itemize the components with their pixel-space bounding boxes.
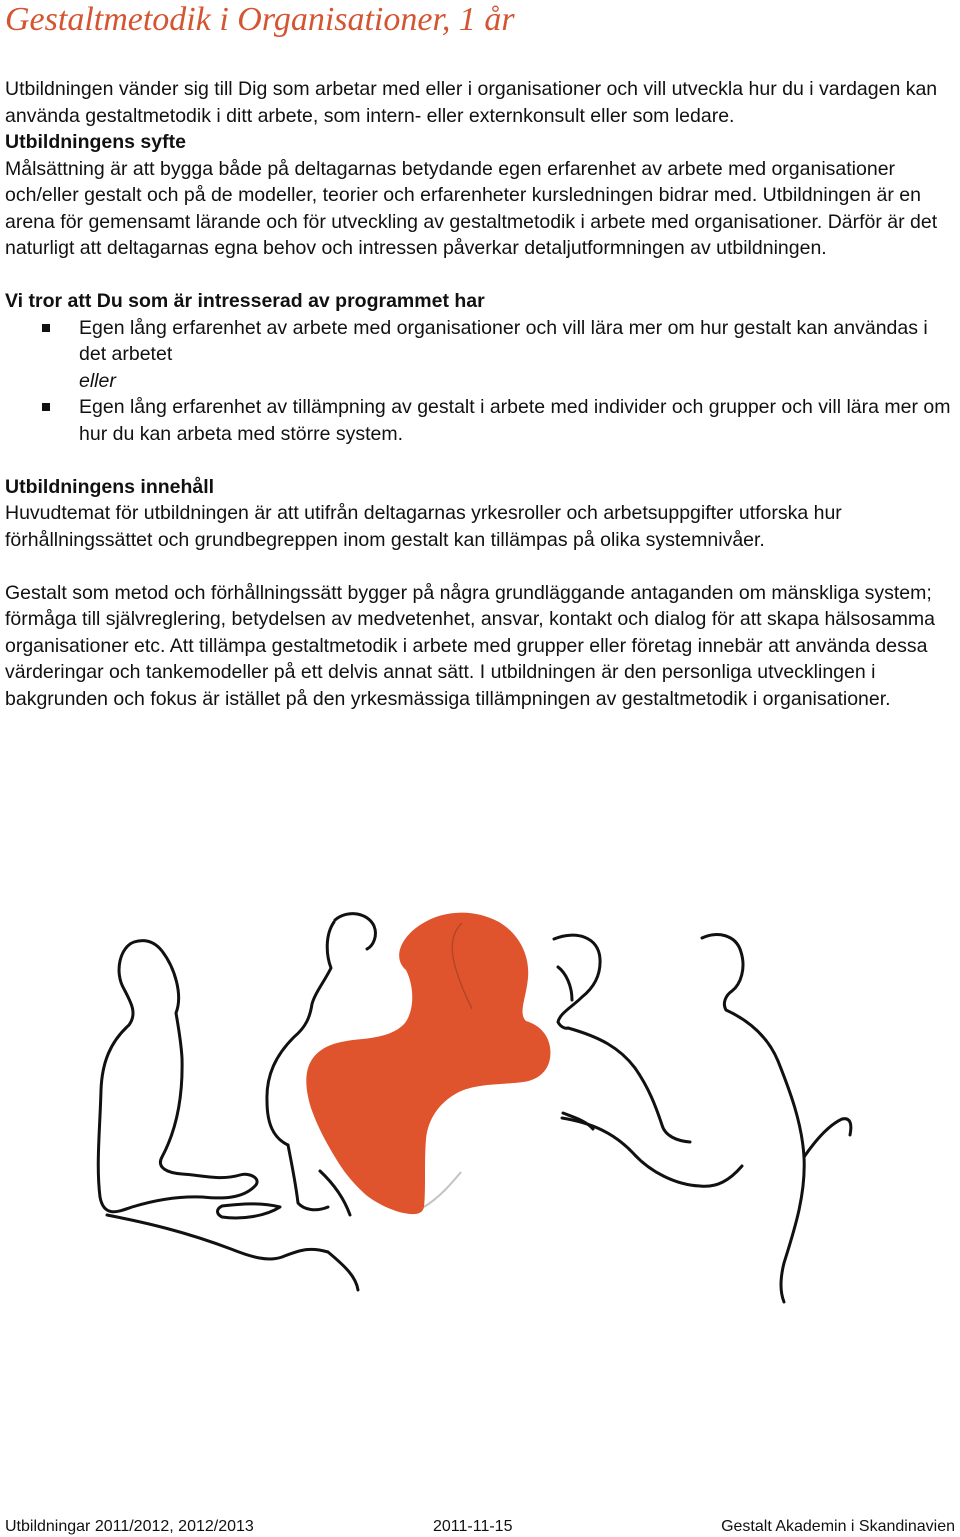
footer-date: 2011-11-15: [433, 1518, 513, 1535]
footer-left-text: Utbildningar 2011/2012, 2012/2013: [5, 1518, 254, 1535]
right-table-edge: [562, 1118, 742, 1186]
bullet-text: Egen lång erfarenhet av tillämpning av gestalt i arbete med individer och grupper och vill lära mer om hur du kan arbeta med större system.: [79, 396, 951, 445]
orange-center-figure: [306, 913, 550, 1215]
document-body: [5, 76, 960, 712]
footer-organization: Gestalt Akademin i Skandinavien: [721, 1518, 955, 1535]
list-item: [5, 315, 960, 368]
middle-left-head-outline: [335, 914, 375, 949]
left-table-edge: [107, 1215, 328, 1259]
left-person-outline: [98, 941, 257, 1212]
audience-list: [5, 315, 960, 448]
right-person-arm-outline: [804, 1119, 851, 1157]
section-spacer: [5, 553, 960, 580]
content-heading: Utbildningens innehåll: [5, 475, 215, 498]
center-arm-outline: [424, 1172, 461, 1207]
purpose-paragraph: Målsättning är att bygga både på deltagarnas betydande egen erfarenhet av arbete med organisationer och/eller gestalt och på de modeller, teorier och erfarenheter kursledningen bidrar med. Utbildningen är en arena för gemensamt lärande och för utveckling av gestaltmetodik i arbete med organisationer. Därför är det naturligt att deltagarnas egna behov och intressen påverkar detaljutformningen av utbildningen.: [5, 157, 938, 259]
audience-heading: Vi tror att Du som är intresserad av programmet har: [5, 290, 485, 312]
bullet-text: Egen lång erfarenhet av arbete med organisationer och vill lära mer om hur gestalt kan användas i det arbetet: [79, 316, 928, 365]
bullet-separator: eller: [79, 369, 116, 392]
content-paragraph-2: Gestalt som metod och förhållningssätt bygger på några grundläggande antaganden om mänskliga system; förmåga till självreglering, betydelsen av medvetenhet, ansvar, kontakt och dialog för att skapa hälsosamma organisationer etc. Att tillämpa gestaltmetodik i arbete med grupper eller företag innebär att använda dessa värderingar och tankemodeller på ett delvis annat sätt. I utbildningen är den personliga utvecklingen i bakgrunden och fokus är istället på den yrkesmässiga tillämpningen av gestaltmetodik i organisationer.: [5, 581, 936, 710]
section-spacer: [5, 262, 960, 289]
content-paragraph: Huvudtemat för utbildningen är att utifrån deltagarnas yrkesroller och arbetsuppgifter utforska hur förhållningssättet och grundbegreppen inom gestalt kan tillämpas på olika systemnivåer.: [5, 502, 842, 551]
page-footer: [5, 1517, 955, 1537]
purpose-heading: Utbildningens syfte: [5, 131, 186, 153]
right-middle-person-outline: [554, 935, 600, 1028]
section-spacer: [5, 447, 960, 474]
right-middle-face-outline: [558, 967, 572, 1000]
left-paper-outline: [218, 1204, 281, 1218]
page-title: Gestaltmetodik i Organisationer, 1 år: [5, 1, 515, 38]
square-bullet-icon: [42, 324, 50, 332]
square-bullet-icon: [42, 403, 50, 411]
intro-paragraph: Utbildningen vänder sig till Dig som arbetar med eller i organisationer och vill utveckla hur du i vardagen kan använda gestaltmetodik i ditt arbete, som intern- eller externkonsult eller som ledare.: [5, 78, 938, 127]
right-person-outline: [702, 935, 804, 1302]
group-meeting-illustration: [90, 905, 890, 1305]
table-front-edge: [328, 1252, 358, 1290]
middle-left-arm-outline: [288, 1145, 328, 1210]
list-item: [5, 394, 960, 447]
